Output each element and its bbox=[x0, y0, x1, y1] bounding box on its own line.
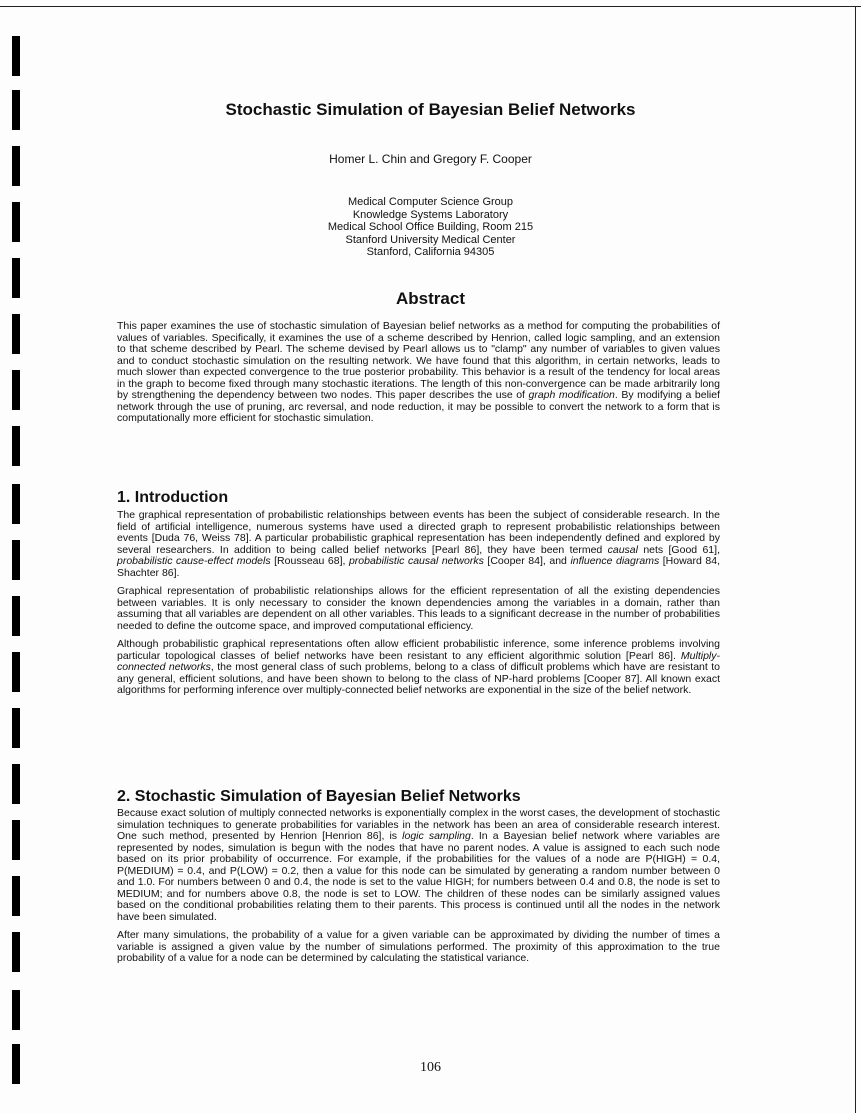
scan-mark bbox=[12, 314, 20, 354]
scan-mark bbox=[12, 484, 20, 524]
section-1-body bbox=[117, 510, 720, 704]
scan-mark bbox=[12, 764, 20, 804]
section-2-paragraph: After many simulations, the probability of a value for a given variable can be approximated by dividing the number of times a variable is assigned a given value by the number of simulations performed. The proximity of this approximation to the true probability of a value for a node can be determined by calculating the statistical variance. bbox=[117, 929, 720, 964]
paper-title: Stochastic Simulation of Bayesian Belief Networks bbox=[225, 100, 636, 119]
scan-mark bbox=[12, 708, 20, 748]
page-border-right bbox=[855, 6, 856, 1113]
scan-mark bbox=[12, 36, 20, 76]
section-1-paragraph: Although probabilistic graphical representations often allow efficient probabilistic inference, some inference problems involving particular topological classes of belief networks have been resistant to any efficient algorithmic solution [Pearl 86]. Multiply-connected networks, the most general class of such problems, belong to a class of difficult problems which have are resistant to any general, efficient solutions, and have been shown to belong to the class of NP-hard problems [Cooper 87]. All known exact algorithms for performing inference over multiply-connected belief networks are exponential in the size of the belief network. bbox=[117, 638, 720, 696]
section-1-heading: 1. Introduction bbox=[117, 489, 229, 506]
section-1-paragraph: Graphical representation of probabilistic relationships allows for the efficient representation of all the existing dependencies between variables. It is only necessary to consider the known dependencies among the variables in a domain, rather than assuming that all variables are dependent on all other variables. This leads to a significant decrease in the number of probabilities needed to define the outcome space, and improved computational efficiency. bbox=[117, 585, 720, 632]
abstract-paragraph: This paper examines the use of stochastic simulation of Bayesian belief networks as a method for computing the probabilities of values of variables. Specifically, it examines the use of a scheme described by Henrion, called logic sampling, and an extension to that scheme described by Pearl. The scheme devised by Pearl allows us to "clamp" any number of variables to given values and to conduct stochastic simulation on the resulting network. We have found that this algorithm, in certain networks, leads to much slower than expected convergence to the true posterior probability. This behavior is a result of the tendency for local areas in the graph to become fixed through many stochastic iterations. The length of this non-convergence can be made arbitrarily long by strengthening the dependency between two nodes. This paper describes the use of graph modification. By modifying a belief network through the use of pruning, arc reversal, and node reduction, it may be possible to convert the network to a form that is computationally more efficient for stochastic simulation. bbox=[117, 320, 720, 424]
scan-mark bbox=[12, 932, 20, 972]
scan-mark bbox=[12, 540, 20, 580]
paper-authors: Homer L. Chin and Gregory F. Cooper bbox=[329, 152, 532, 166]
scan-mark bbox=[12, 426, 20, 466]
affiliation-line: Stanford, California 94305 bbox=[366, 246, 495, 258]
page-number: 106 bbox=[420, 1060, 441, 1075]
section-2-body bbox=[117, 808, 720, 972]
page-border-top bbox=[0, 6, 861, 7]
section-2-paragraph: Because exact solution of multiply connected networks is exponentially complex in the worst cases, the development of stochastic simulation techniques to generate probabilities for variables in the network has been an area of considerable research interest. One such method, presented by Henrion [Henrion 86], is logic sampling. In a Bayesian belief network where variables are represented by nodes, simulation is begun with the nodes that have no parent nodes. A value is assigned to each such node based on its prior probability of occurrence. For example, if the probabilities for the values of a node are P(HIGH) = 0.4, P(MEDIUM) = 0.4, and P(LOW) = 0.2, then a value for this node can be simulated by generating a random number between 0 and 1.0. For numbers between 0 and 0.4, the node is set to the value HIGH; for numbers between 0.4 and 0.8, the node is set to MEDIUM; and for numbers above 0.8, the node is set to LOW. The children of these nodes can be similarly assigned values based on the conditional probabilities relating them to their parents. This process is continued until all the nodes in the network have been simulated. bbox=[117, 807, 720, 923]
affiliation-line: Knowledge Systems Laboratory bbox=[352, 208, 509, 221]
section-1-paragraph: The graphical representation of probabilistic relationships between events has been the subject of considerable research. In the field of artificial intelligence, numerous systems have used a directed graph to represent probabilistic relationships between events [Duda 76, Weiss 78]. A particular probabilistic graphical representation has been independently defined and explored by several researchers. In addition to being called belief networks [Pearl 86], they have been termed causal nets [Good 61], probabilistic cause-effect models [Rousseau 68], probabilistic causal networks [Cooper 84], and influence diagrams [Howard 84, Shachter 86]. bbox=[117, 509, 720, 579]
scan-mark bbox=[12, 820, 20, 860]
scan-mark bbox=[12, 596, 20, 636]
scan-mark bbox=[12, 990, 20, 1030]
section-2-heading: 2. Stochastic Simulation of Bayesian Belief Networks bbox=[117, 788, 521, 805]
scan-mark bbox=[12, 876, 20, 916]
affiliation-block bbox=[0, 196, 861, 259]
affiliation-line: Stanford University Medical Center bbox=[345, 233, 516, 246]
affiliation-line: Medical School Office Building, Room 215 bbox=[327, 221, 534, 233]
scan-mark bbox=[12, 370, 20, 410]
affiliation-line: Medical Computer Science Group bbox=[347, 196, 514, 208]
abstract-heading: Abstract bbox=[396, 289, 465, 308]
abstract-body bbox=[117, 321, 720, 432]
scan-mark bbox=[12, 652, 20, 692]
